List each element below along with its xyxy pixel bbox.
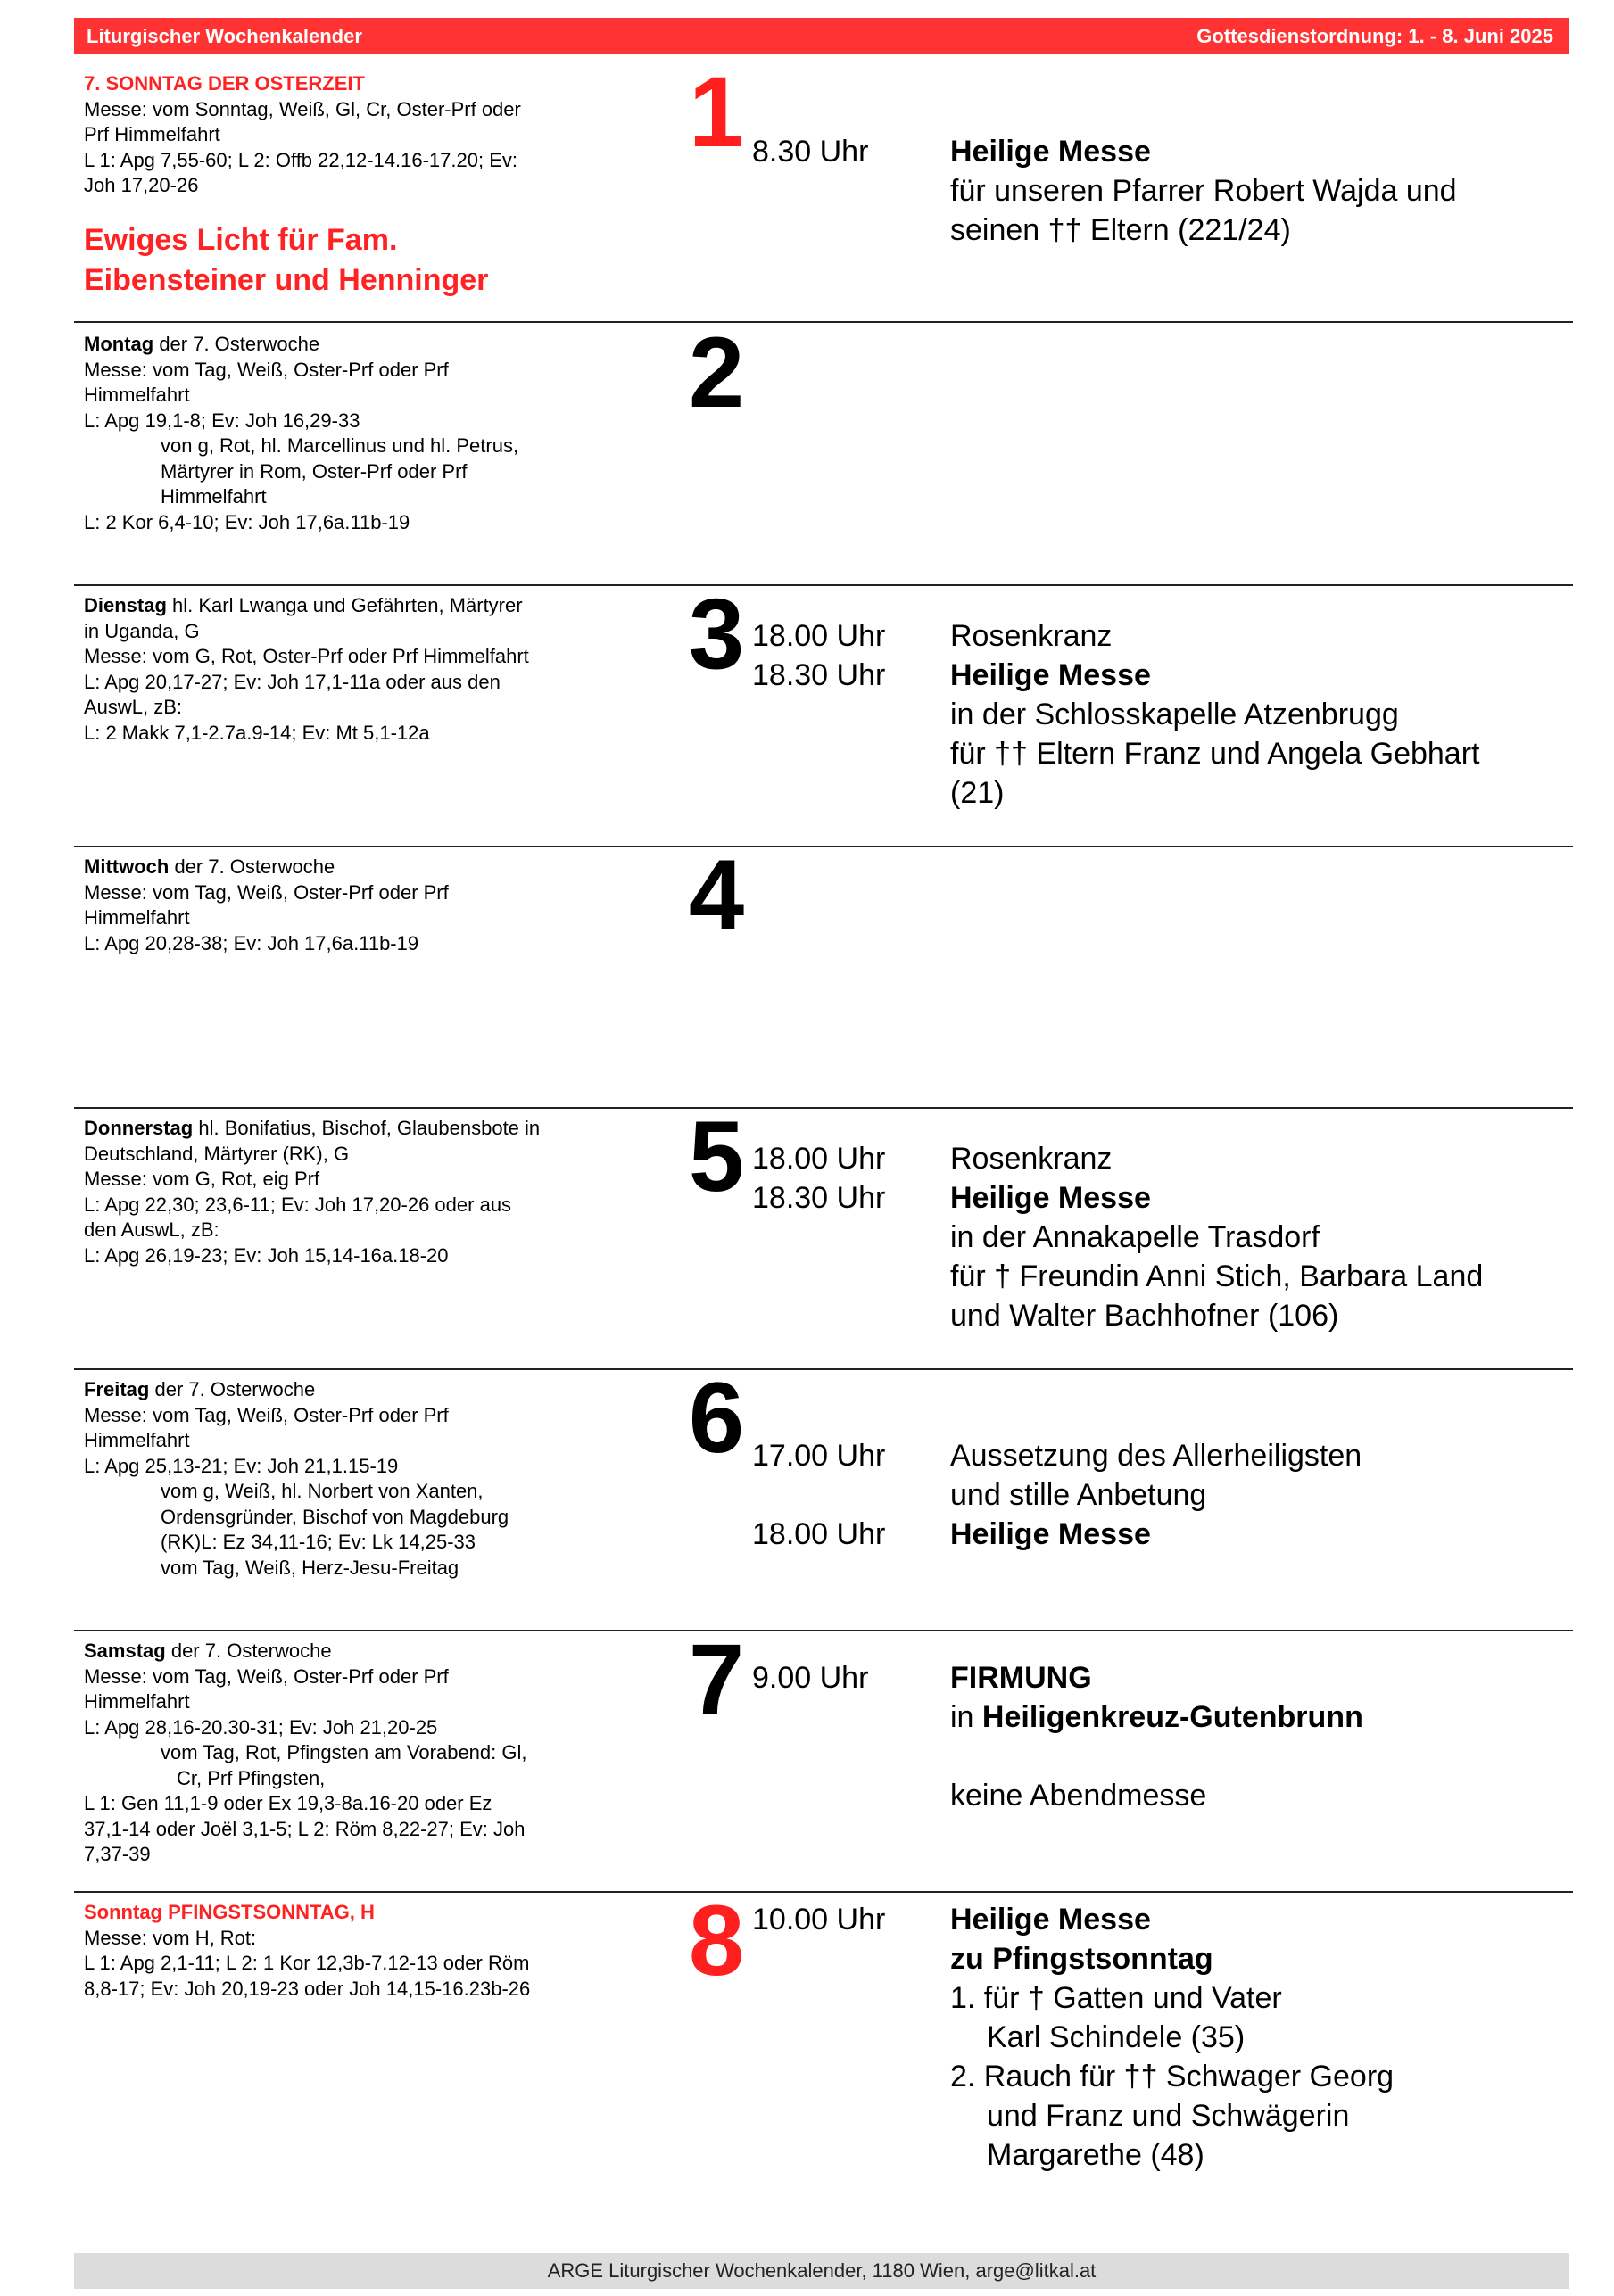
spacer	[950, 1737, 1566, 1776]
liturgy-line: (RK)L: Ez 34,11-16; Ev: Lk 14,25-33	[161, 1531, 476, 1553]
liturgy-line: Märtyrer in Rom, Oster-Prf oder Prf	[161, 459, 468, 483]
service-times	[752, 1658, 868, 1697]
service-times	[752, 132, 868, 171]
liturgy-line: L: Apg 20,28-38; Ev: Joh 17,6a.11b-19	[84, 931, 419, 954]
day-number: 6	[688, 1362, 745, 1474]
weekday-label: Samstag	[84, 1639, 166, 1662]
event-title: Heilige Messe	[950, 1181, 1151, 1215]
service-times	[752, 1436, 885, 1554]
service-events	[950, 616, 1566, 813]
service-times	[752, 1900, 885, 1939]
event-line: und Franz und Schwägerin	[987, 2099, 1350, 2133]
event-line: Karl Schindele (35)	[987, 2020, 1246, 2054]
event-line: 1. für † Gatten und Vater	[950, 1981, 1282, 2015]
weekday-label: Montag	[84, 333, 154, 355]
liturgy-line: von g, Rot, hl. Marcellinus und hl. Petrus,	[161, 434, 519, 457]
liturgy-line: Messe: vom G, Rot, eig Prf	[84, 1168, 320, 1190]
service-time: 18.00 Uhr	[752, 1142, 886, 1176]
liturgy-line: L: Apg 28,16-20.30-31; Ev: Joh 21,20-25	[84, 1715, 438, 1739]
liturgy-info	[84, 1116, 584, 1268]
day-title: 7. SONNTAG DER OSTERZEIT	[84, 72, 365, 95]
liturgy-line: L: Apg 25,13-21; Ev: Joh 21,1.15-19	[84, 1454, 399, 1477]
liturgy-info	[84, 71, 584, 301]
liturgy-line: L 1: Apg 2,1-11; L 2: 1 Kor 12,3b-7.12-13 oder Röm	[84, 1952, 530, 1974]
day-number: 3	[688, 578, 745, 690]
liturgy-line: Messe: vom G, Rot, Oster-Prf oder Prf Himmelfahrt	[84, 645, 529, 667]
event-location	[950, 1697, 1566, 1737]
service-times	[752, 1139, 885, 1218]
liturgy-line: 8,8-17; Ev: Joh 20,19-23 oder Joh 14,15-16.23b-26	[84, 1977, 531, 2000]
event-line: und stille Anbetung	[950, 1478, 1207, 1512]
liturgy-line: 7,37-39	[84, 1843, 151, 1865]
day-title: hl. Karl Lwanga und Gefährten, Märtyrer	[166, 594, 523, 616]
day-number: 1	[688, 56, 745, 168]
event-line: (21)	[950, 776, 1005, 810]
liturgy-line: Himmelfahrt	[84, 906, 190, 929]
liturgy-line: Himmelfahrt	[84, 1690, 190, 1713]
liturgy-line: L 1: Apg 7,55-60; L 2: Offb 22,12-14.16-17.20; Ev:	[84, 148, 517, 171]
liturgy-line: Messe: vom Tag, Weiß, Oster-Prf oder Prf	[84, 1403, 449, 1426]
service-time: 10.00 Uhr	[752, 1903, 886, 1937]
day-block-3	[74, 578, 1573, 847]
liturgy-line: L: Apg 26,19-23; Ev: Joh 15,14-16a.18-20	[84, 1243, 449, 1267]
event-line: für unseren Pfarrer Robert Wajda und	[950, 174, 1457, 208]
event-line: für †† Eltern Franz und Angela Gebhart	[950, 737, 1480, 771]
day-number: 2	[688, 317, 745, 428]
liturgy-line: den AuswL, zB:	[84, 1218, 219, 1241]
event-line: Margarethe (48)	[987, 2138, 1204, 2172]
liturgy-line: Himmelfahrt	[84, 384, 190, 406]
service-time: 18.30 Uhr	[752, 658, 886, 692]
event-line: in der Schlosskapelle Atzenbrugg	[950, 698, 1399, 731]
header-date-range: Gottesdienstordnung: 1. - 8. Juni 2025	[1196, 25, 1553, 47]
liturgy-line: vom g, Weiß, hl. Norbert von Xanten,	[161, 1480, 484, 1502]
service-time: 18.00 Uhr	[752, 619, 886, 653]
eternal-light-notice	[84, 220, 584, 301]
event-title: Heilige Messe	[950, 658, 1151, 692]
service-events	[950, 1658, 1566, 1815]
liturgy-line: vom Tag, Rot, Pfingsten am Vorabend: Gl,	[161, 1741, 527, 1763]
service-time: 18.00 Uhr	[752, 1517, 886, 1551]
liturgy-info	[84, 1377, 584, 1581]
event-title: Aussetzung des Allerheiligsten	[950, 1439, 1362, 1473]
liturgy-line: Himmelfahrt	[161, 485, 267, 508]
footer-text: ARGE Liturgischer Wochenkalender, 1180 Wien, arge@litkal.at	[547, 2259, 1097, 2282]
spacer	[752, 1475, 885, 1515]
service-time: 17.00 Uhr	[752, 1439, 886, 1473]
liturgy-line: Prf Himmelfahrt	[84, 123, 220, 145]
event-line: 2. Rauch für †† Schwager Georg	[950, 2060, 1395, 2094]
event-title: zu Pfingstsonntag	[950, 1942, 1213, 1976]
day-block-4	[74, 839, 1573, 1109]
day-block-8	[74, 1885, 1573, 2194]
eternal-light-line: Eibensteiner und Henninger	[84, 262, 489, 297]
event-line: und Walter Bachhofner (106)	[950, 1299, 1339, 1333]
day-block-1	[74, 56, 1573, 323]
liturgy-line: L 1: Gen 11,1-9 oder Ex 19,3-8a.16-20 oder Ez	[84, 1792, 492, 1814]
day-block-5	[74, 1101, 1573, 1370]
day-block-2	[74, 317, 1573, 586]
liturgy-line: L: 2 Kor 6,4-10; Ev: Joh 17,6a.11b-19	[84, 510, 410, 533]
event-line: in	[950, 1700, 982, 1734]
liturgy-line: Deutschland, Märtyrer (RK), G	[84, 1142, 350, 1165]
liturgy-line: Messe: vom Tag, Weiß, Oster-Prf oder Prf	[84, 358, 449, 381]
liturgy-info	[84, 855, 584, 956]
liturgy-info	[84, 1900, 584, 2002]
event-line: für † Freundin Anni Stich, Barbara Land	[950, 1259, 1484, 1293]
liturgy-info	[84, 332, 584, 535]
weekday-label: Donnerstag	[84, 1117, 194, 1139]
day-block-6	[74, 1362, 1573, 1631]
event-title: Heilige Messe	[950, 1517, 1151, 1551]
event-title: Heilige Messe	[950, 1903, 1151, 1937]
liturgy-line: Messe: vom Sonntag, Weiß, Gl, Cr, Oster-Prf oder	[84, 97, 521, 120]
header-title: Liturgischer Wochenkalender	[87, 25, 362, 47]
event-title: Rosenkranz	[950, 619, 1113, 653]
weekday-label: Freitag	[84, 1378, 150, 1400]
event-place: Heiligenkreuz-Gutenbrunn	[981, 1700, 1363, 1734]
day-title: Sonntag PFINGSTSONNTAG, H	[84, 1901, 375, 1923]
footer-bar	[74, 2253, 1569, 2289]
day-block-7	[74, 1623, 1573, 1893]
service-time: 9.00 Uhr	[752, 1661, 869, 1695]
day-title: der 7. Osterwoche	[153, 333, 320, 355]
liturgy-info	[84, 1639, 584, 1868]
liturgy-line: Ordensgründer, Bischof von Magdeburg	[161, 1505, 509, 1528]
event-title: Heilige Messe	[950, 135, 1151, 169]
event-line: seinen †† Eltern (221/24)	[950, 213, 1291, 247]
weekday-label: Dienstag	[84, 594, 167, 616]
liturgy-line: 37,1-14 oder Joël 3,1-5; L 2: Röm 8,22-27; Ev: Joh	[84, 1817, 526, 1840]
day-title: der 7. Osterwoche	[169, 855, 335, 878]
calendar-header	[74, 18, 1569, 54]
service-events	[950, 1436, 1566, 1554]
service-events	[950, 1900, 1566, 2175]
day-number: 7	[688, 1623, 745, 1735]
service-times	[752, 616, 885, 695]
liturgy-line: Messe: vom Tag, Weiß, Oster-Prf oder Prf	[84, 1664, 449, 1688]
service-events	[950, 132, 1566, 250]
event-line: in der Annakapelle Trasdorf	[950, 1220, 1320, 1254]
service-time: 18.30 Uhr	[752, 1181, 886, 1215]
event-title: Rosenkranz	[950, 1142, 1113, 1176]
liturgy-line: L: Apg 22,30; 23,6-11; Ev: Joh 17,20-26 oder aus	[84, 1193, 512, 1216]
day-title: der 7. Osterwoche	[149, 1378, 316, 1400]
liturgy-line: Himmelfahrt	[84, 1429, 190, 1451]
service-time: 8.30 Uhr	[752, 135, 869, 169]
liturgy-line: Joh 17,20-26	[84, 174, 199, 196]
liturgy-info	[84, 593, 584, 746]
liturgy-line: Cr, Prf Pfingsten,	[177, 1766, 326, 1789]
liturgy-line: AuswL, zB:	[84, 696, 183, 718]
liturgy-line: L: Apg 20,17-27; Ev: Joh 17,1-11a oder aus den	[84, 670, 501, 693]
weekday-label: Mittwoch	[84, 855, 170, 878]
eternal-light-line: Ewiges Licht für Fam.	[84, 222, 398, 257]
liturgy-line: L: Apg 19,1-8; Ev: Joh 16,29-33	[84, 409, 360, 432]
liturgy-line: Messe: vom H, Rot:	[84, 1926, 257, 1949]
liturgy-line: vom Tag, Weiß, Herz-Jesu-Freitag	[161, 1556, 459, 1579]
day-title: hl. Bonifatius, Bischof, Glaubensbote in	[193, 1117, 541, 1139]
day-number: 8	[688, 1885, 745, 1996]
event-title: FIRMUNG	[950, 1661, 1092, 1695]
event-line: keine Abendmesse	[950, 1779, 1207, 1813]
liturgy-line: L: 2 Makk 7,1-2.7a.9-14; Ev: Mt 5,1-12a	[84, 721, 430, 744]
day-number: 4	[688, 839, 745, 951]
day-number: 5	[688, 1101, 745, 1212]
liturgy-line: in Uganda, G	[84, 619, 200, 642]
liturgy-line: Messe: vom Tag, Weiß, Oster-Prf oder Prf	[84, 880, 449, 904]
day-title: der 7. Osterwoche	[165, 1639, 332, 1662]
service-events	[950, 1139, 1566, 1335]
